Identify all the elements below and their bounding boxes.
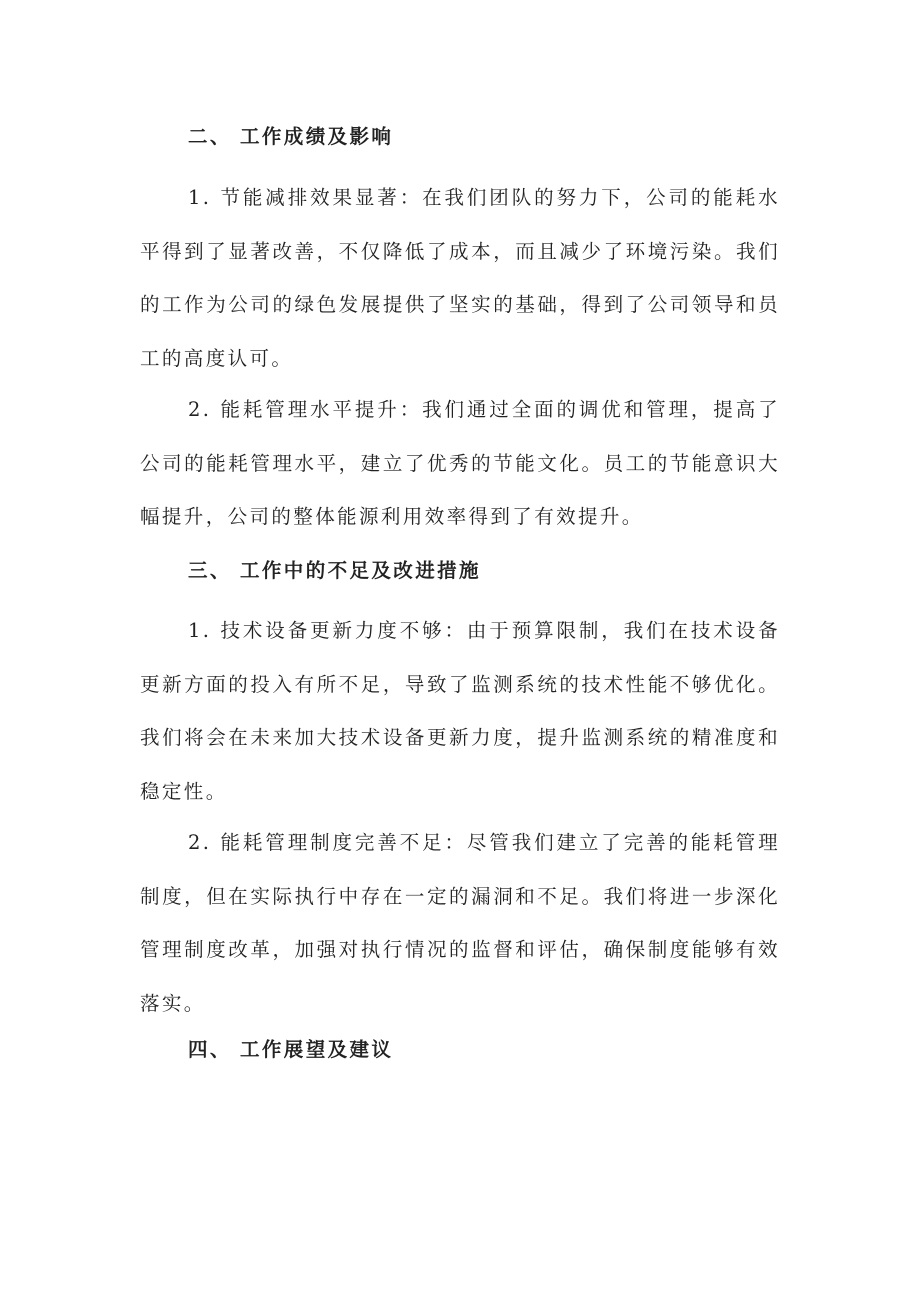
section-number: 三、 <box>188 559 232 582</box>
section-heading-4 <box>188 1033 393 1067</box>
paragraph-management-system-shortfall: 2. 能耗管理制度完善不足：尽管我们建立了完善的能耗管理制度，但在实际执行中存在一定的漏洞和不足。我们将进一步深化管理制度改革，加强对执行情况的监督和评估，确保制度能够有效落实。 <box>140 831 780 1015</box>
section-number: 四、 <box>188 1038 232 1061</box>
section-number: 二、 <box>188 125 232 148</box>
paragraph-energy-management-improvement: 2. 能耗管理水平提升：我们通过全面的调优和管理，提高了公司的能耗管理水平，建立了优秀的节能文化。员工的节能意识大幅提升，公司的整体能源利用效率得到了有效提升。 <box>140 398 780 528</box>
paragraph-energy-saving-results: 1. 节能减排效果显著：在我们团队的努力下，公司的能耗水平得到了显著改善，不仅降低了成本，而且减少了环境污染。我们的工作为公司的绿色发展提供了坚实的基础，得到了公司领导和员工的高度认可。 <box>140 186 780 370</box>
section-title: 工作成绩及影响 <box>240 125 394 148</box>
section-title: 工作中的不足及改进措施 <box>240 559 481 582</box>
section-title: 工作展望及建议 <box>240 1038 394 1061</box>
section-heading-3 <box>188 554 481 588</box>
section-heading-2 <box>188 120 393 154</box>
paragraph-equipment-update-shortfall: 1. 技术设备更新力度不够：由于预算限制，我们在技术设备更新方面的投入有所不足，导致了监测系统的技术性能不够优化。我们将会在未来加大技术设备更新力度，提升监测系统的精准度和稳定性。 <box>140 619 780 803</box>
